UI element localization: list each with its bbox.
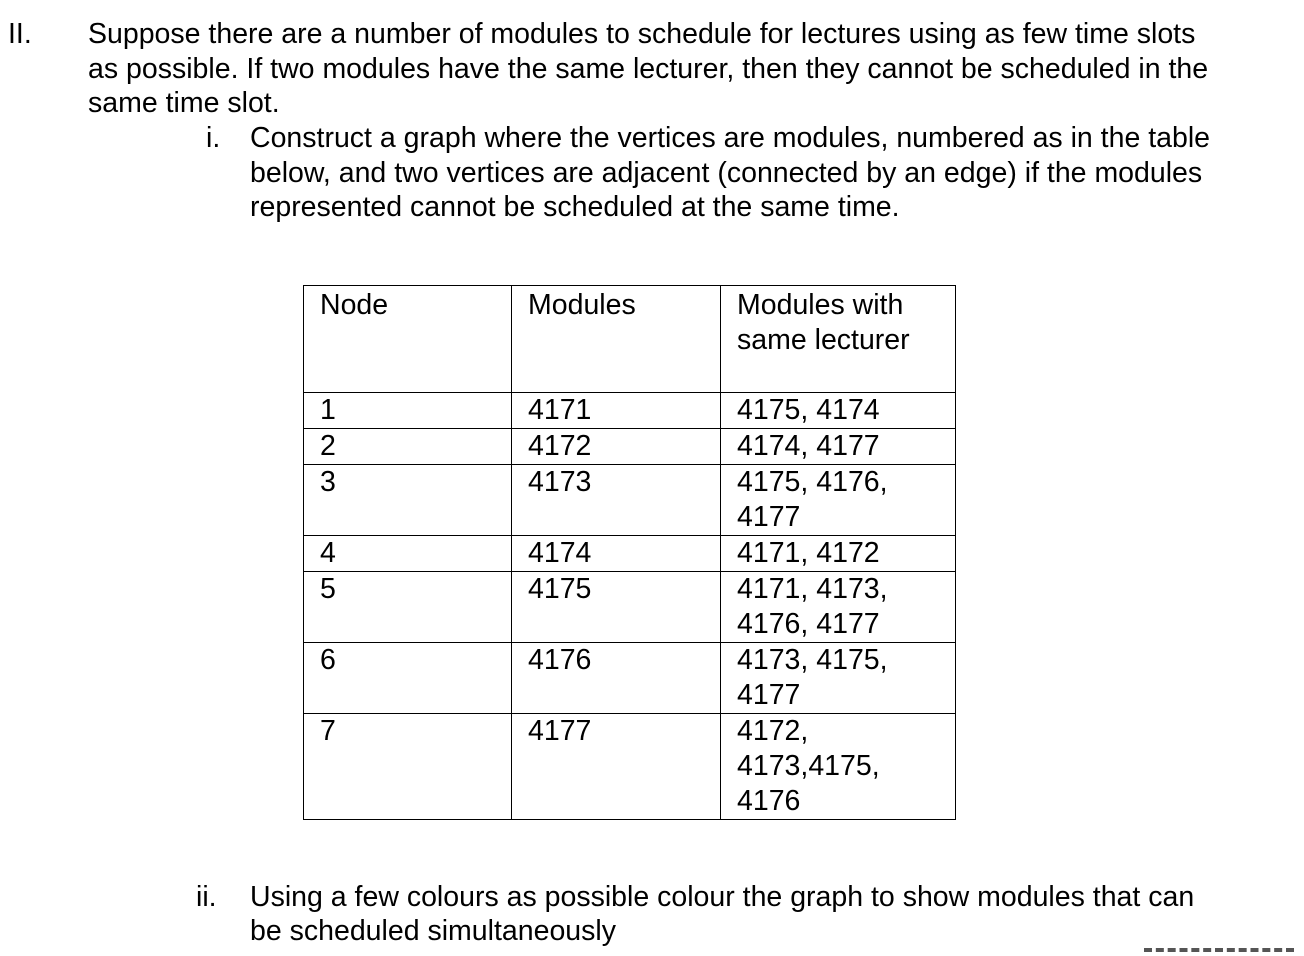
cell-module: 4176: [512, 643, 721, 714]
part-ii-line-2: be scheduled simultaneously: [250, 915, 616, 947]
part-i-line-2: below, and two vertices are adjacent (connected by an edge) if the modules: [250, 157, 1203, 189]
cell-module: 4177: [512, 714, 721, 820]
cell-module: 4175: [512, 572, 721, 643]
cell-line: 4175, 4176,: [737, 466, 888, 498]
cell-line: 4173, 4175,: [737, 644, 888, 676]
part-i-line-1: Construct a graph where the vertices are modules, numbered as in the table: [250, 122, 1211, 154]
cell-node: 4: [304, 536, 512, 572]
cell-line: 4174, 4177: [737, 430, 880, 462]
cell-same-lecturer: [721, 714, 956, 820]
question-intro-line-3: same time slot.: [88, 87, 280, 119]
question-intro-line-1: Suppose there are a number of modules to schedule for lectures using as few time slots: [88, 18, 1196, 50]
module-table: [303, 285, 956, 820]
header-same-lecturer: [721, 286, 956, 393]
cell-node: 5: [304, 572, 512, 643]
cell-same-lecturer: [721, 429, 956, 465]
cell-same-lecturer: [721, 572, 956, 643]
cell-line: 4171, 4173,: [737, 573, 888, 605]
table-row: [304, 536, 956, 572]
cell-same-lecturer: [721, 643, 956, 714]
page-edge-artifact: [1144, 948, 1294, 956]
cell-line: 4172,: [737, 715, 809, 747]
header-node: Node: [304, 286, 512, 393]
cell-line: 4171, 4172: [737, 537, 880, 569]
part-i-label: i.: [206, 122, 221, 154]
question-number: II.: [8, 18, 32, 50]
table-header-row: [304, 286, 956, 393]
table-row: [304, 393, 956, 429]
cell-node: 6: [304, 643, 512, 714]
cell-module: 4171: [512, 393, 721, 429]
header-modules: Modules: [512, 286, 721, 393]
cell-line: 4176: [737, 785, 801, 817]
cell-node: 3: [304, 465, 512, 536]
question-intro-line-2: as possible. If two modules have the same lecturer, then they cannot be scheduled in the: [88, 53, 1209, 85]
table-row: [304, 714, 956, 820]
cell-line: 4177: [737, 501, 801, 533]
part-ii-label: ii.: [196, 881, 217, 913]
part-ii-line-1: Using a few colours as possible colour the graph to show modules that can: [250, 881, 1195, 913]
cell-same-lecturer: [721, 536, 956, 572]
table-row: [304, 429, 956, 465]
cell-same-lecturer: [721, 393, 956, 429]
table-row: [304, 465, 956, 536]
cell-node: 7: [304, 714, 512, 820]
cell-line: 4173,4175,: [737, 750, 880, 782]
cell-module: 4172: [512, 429, 721, 465]
cell-line: 4176, 4177: [737, 608, 880, 640]
cell-same-lecturer: [721, 465, 956, 536]
cell-line: 4177: [737, 679, 801, 711]
cell-module: 4174: [512, 536, 721, 572]
part-i-line-3: represented cannot be scheduled at the same time.: [250, 191, 900, 223]
cell-line: 4175, 4174: [737, 394, 880, 426]
table-row: [304, 643, 956, 714]
cell-node: 1: [304, 393, 512, 429]
cell-module: 4173: [512, 465, 721, 536]
cell-node: 2: [304, 429, 512, 465]
header-same-lecturer-line: Modules with: [737, 289, 904, 321]
header-same-lecturer-line: same lecturer: [737, 324, 910, 356]
table-row: [304, 572, 956, 643]
